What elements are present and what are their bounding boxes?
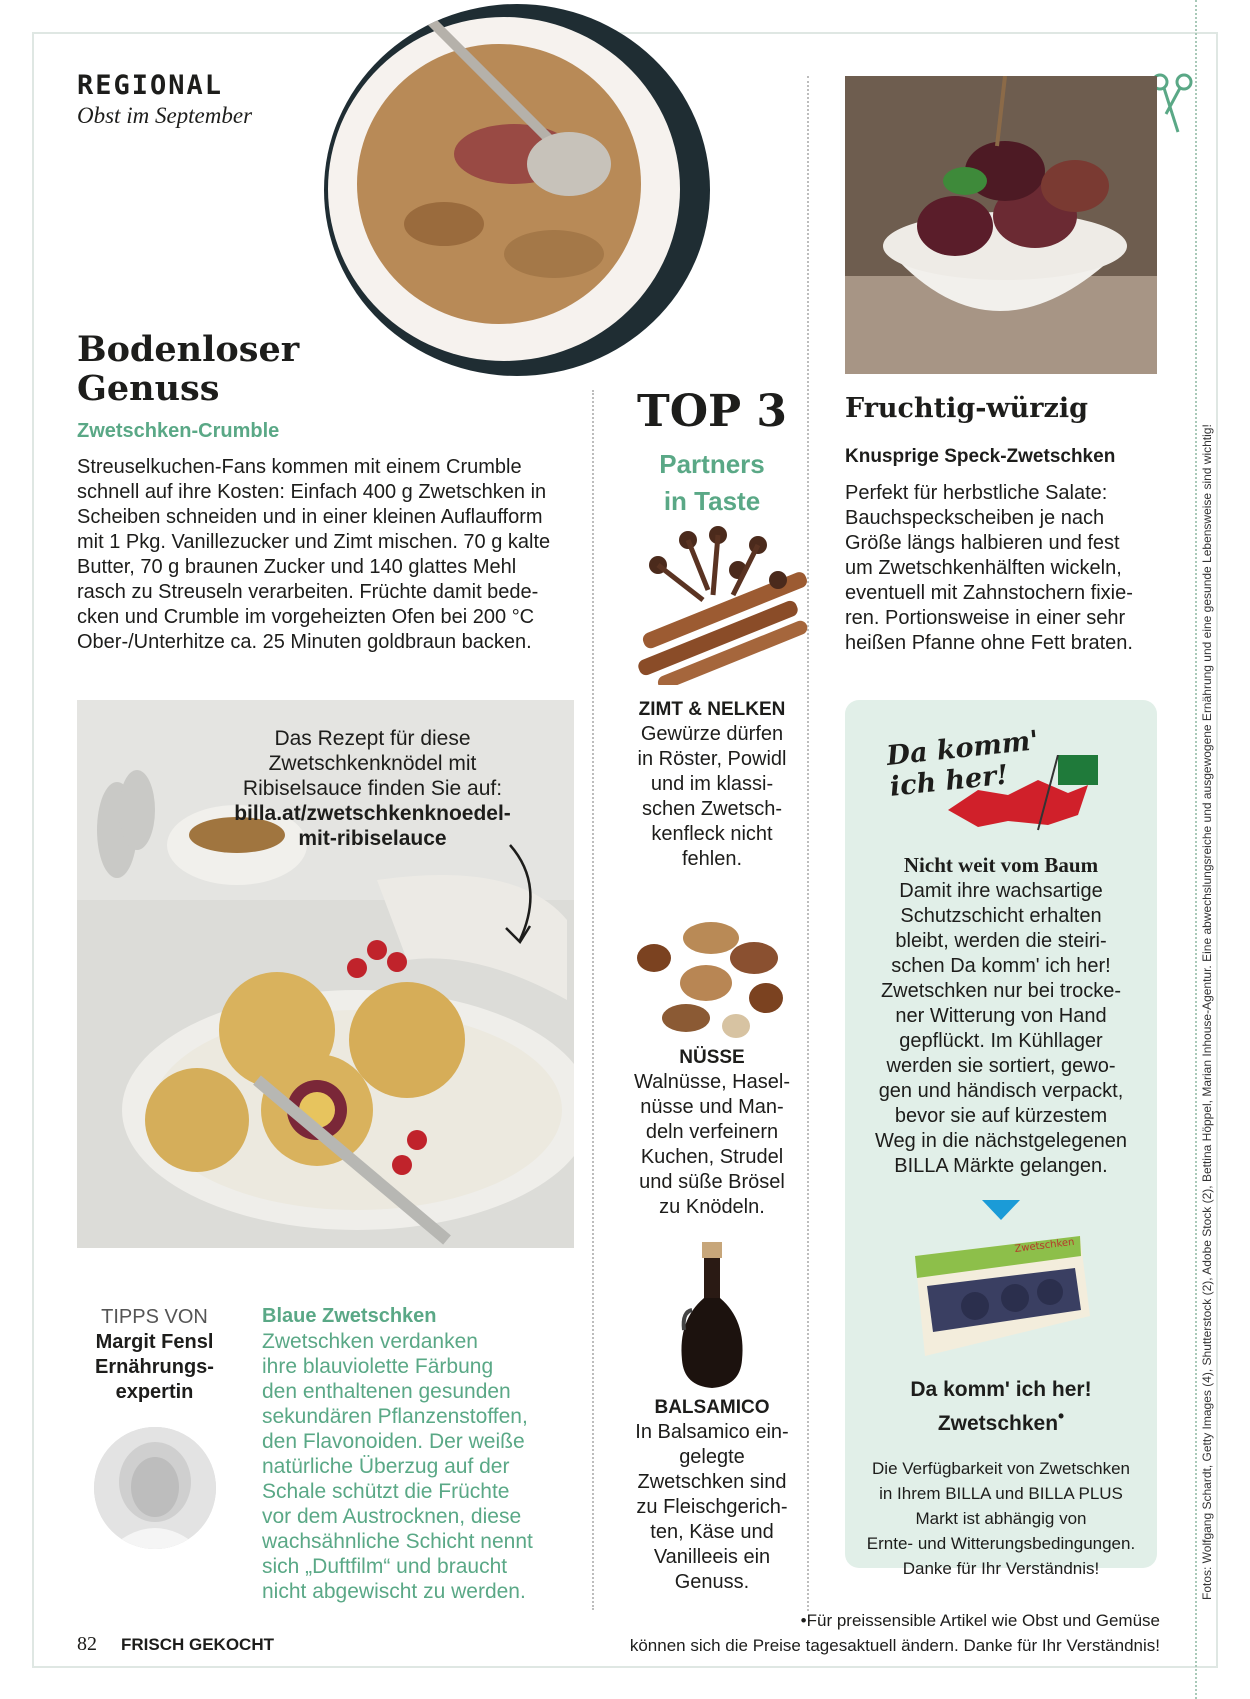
text-line: Kuchen, Strudel <box>640 1146 784 1168</box>
text-line: und süße Brösel <box>639 1171 785 1193</box>
text-line: schen Da komm' ich her! <box>891 955 1111 977</box>
text-line: Zwetschken nur bei trocke- <box>880 980 1122 1002</box>
text-line: sich „Duftfilm“ und braucht <box>262 1555 508 1578</box>
text-line: gelegte <box>679 1446 745 1468</box>
crumble-subtitle: Zwetschken-Crumble <box>77 420 280 442</box>
text-line: nicht abgewischt zu werden. <box>262 1580 526 1603</box>
box-title: Nicht weit vom Baum <box>903 853 1099 877</box>
text-line: gepflückt. Im Kühllager <box>899 1030 1103 1052</box>
byline-label: TIPPS VON <box>101 1306 208 1328</box>
item-heading: ZIMT & NELKEN <box>638 699 786 720</box>
text-line: können sich die Preise tagesaktuell ändern. Danke für Ihr Verständnis! <box>629 1636 1160 1655</box>
text-line: den enthaltenen gesunden <box>262 1380 511 1403</box>
section-subtitle: Obst im September <box>77 103 253 128</box>
text-line: cken und Crumble im vorgeheizten Ofen bei 200 °C <box>77 606 535 628</box>
text-line: sekundären Pflanzenstoffen, <box>262 1405 528 1428</box>
footnote-marker: • <box>1058 1406 1065 1426</box>
text-line: Butter, 70 g braunen Zucker und 140 glattes Mehl <box>77 556 517 578</box>
text-line: Weg in die nächstgelegenen <box>874 1130 1128 1152</box>
text-line: fehlen. <box>681 848 743 870</box>
curved-arrow-icon <box>500 840 545 950</box>
expert-byline <box>82 1305 227 1405</box>
text-line: Bauchspeckscheiben je nach <box>845 507 1105 529</box>
text-line: Damit ihre wachsartige <box>899 880 1103 902</box>
da-komm-logo <box>878 725 1128 835</box>
text-line: bevor sie auf kürzestem <box>894 1105 1108 1127</box>
product-name: Zwetschken <box>937 1412 1059 1435</box>
speck-title: Fruchtig-würzig <box>845 393 1088 424</box>
logo-line: ich her! <box>888 759 1010 803</box>
text-line: Zwetschken sind <box>637 1471 787 1493</box>
crumble-photo <box>324 4 710 376</box>
item-heading: NÜSSE <box>679 1047 745 1068</box>
photo-credits: Fotos: Wolfgang Schardt, Getty Images (4), Shutterstock (2), Adobe Stock (2), Bettina Höppel, Marian Inhouse-Agentur. Eine abwechslungsreiche und ausgewogene Ernährung und eine gesunde Lebensweise sind wichtig! <box>1200 424 1214 1600</box>
text-line: Danke für Ihr Verständnis! <box>902 1559 1100 1578</box>
text-line: Vanilleeis ein <box>653 1546 771 1568</box>
text-line: Gewürze dürfen <box>640 723 784 745</box>
text-line: rasch zu Streuseln verarbeiten. Früchte damit bede- <box>77 581 539 603</box>
nuts-image <box>626 918 796 1038</box>
text-line: Walnüsse, Hasel- <box>634 1071 790 1093</box>
spice-item <box>616 697 808 872</box>
text-line: bleibt, werden die steiri- <box>895 930 1107 952</box>
item-heading: BALSAMICO <box>654 1397 770 1418</box>
text-line: Ernte- und Witterungsbedingungen. <box>866 1534 1136 1553</box>
speck-text <box>845 481 1165 656</box>
subtitle-line: in Taste <box>663 486 761 516</box>
text-line: In Balsamico ein- <box>635 1421 789 1443</box>
text-line: Scheiben schneiden und in einer kleinen Auflaufform <box>77 506 543 528</box>
caption-line: Zwetschkenknödel mit <box>268 752 477 775</box>
text-line: und im klassi- <box>650 773 774 795</box>
caption-line: Ribiselsauce finden Sie auf: <box>242 777 503 800</box>
text-line: zu Fleischgerich- <box>636 1496 788 1518</box>
product-line: Da komm' ich her! <box>910 1378 1092 1401</box>
column-separator <box>592 390 594 1610</box>
text-line: Markt ist abhängig von <box>915 1509 1087 1528</box>
nuts-item <box>616 1045 808 1220</box>
title-line: Bodenloser <box>77 329 300 370</box>
link-line: billa.at/zwetschkenknoedel- <box>234 802 511 825</box>
text-line: in Ihrem BILLA und BILLA PLUS <box>879 1484 1123 1503</box>
expert-name: Margit Fensl <box>95 1331 214 1353</box>
text-line: Streuselkuchen-Fans kommen mit einem Crumble <box>77 456 522 478</box>
cut-line <box>1195 0 1197 1699</box>
text-line: BILLA Märkte gelangen. <box>894 1155 1108 1177</box>
text-line: •Für preissensible Artikel wie Obst und Gemüse <box>800 1611 1160 1630</box>
text-line: deln verfeinern <box>645 1121 779 1143</box>
text-line: in Röster, Powidl <box>637 748 787 770</box>
triangle-down-icon <box>982 1200 1020 1220</box>
text-line: ten, Käse und <box>650 1521 774 1543</box>
availability-note <box>860 1456 1142 1581</box>
text-line: Schutzschicht erhalten <box>900 905 1102 927</box>
title-line: Genuss <box>77 368 220 409</box>
section-label: REGIONAL <box>77 70 224 101</box>
text-line: natürliche Überzug auf der <box>262 1455 510 1478</box>
text-line: Genuss. <box>674 1571 750 1593</box>
text-line: Ober-/Unterhitze ca. 25 Minuten goldbraun backen. <box>77 631 532 653</box>
text-line: um Zwetschkenhälften wickeln, <box>845 557 1122 579</box>
price-footnote <box>540 1608 1160 1658</box>
link-line: mit-ribiselauce <box>298 827 447 850</box>
text-line: den Flavonoiden. Der weiße <box>262 1430 525 1453</box>
crumble-text <box>77 455 557 655</box>
top3-subtitle <box>632 446 792 520</box>
text-line: ren. Portionsweise in einer sehr <box>845 607 1126 629</box>
plum-package-image <box>905 1226 1095 1361</box>
subtitle-line: Partners <box>659 449 765 479</box>
text-line: eventuell mit Zahnstochern fixie- <box>845 582 1133 604</box>
cinnamon-cloves-image <box>618 520 810 685</box>
text-line: ner Witterung von Hand <box>895 1005 1107 1027</box>
top3-title: TOP 3 <box>636 386 788 437</box>
balsamico-bottle-image <box>674 1240 750 1390</box>
text-line: ihre blauviolette Färbung <box>262 1355 494 1378</box>
product-title <box>845 1377 1157 1437</box>
balsamico-item <box>616 1395 808 1595</box>
caption-line: Das Rezept für diese <box>274 727 471 750</box>
text-line: Schale schützt die Früchte <box>262 1480 510 1503</box>
product-line <box>845 1403 1157 1437</box>
expert-role: expertin <box>115 1381 194 1403</box>
avatar <box>94 1427 216 1549</box>
text-line: Größe längs halbieren und fest <box>845 532 1120 554</box>
text-line: nüsse und Man- <box>640 1096 784 1118</box>
recipe-caption <box>200 726 545 851</box>
speck-photo <box>845 76 1157 374</box>
text-line: gen und händisch verpackt, <box>878 1080 1124 1102</box>
recipe-link[interactable] <box>200 801 545 851</box>
crumble-title <box>77 330 299 408</box>
expert-role: Ernährungs- <box>95 1356 214 1378</box>
text-line: kenfleck nicht <box>651 823 773 845</box>
text-line: Perfekt für herbstliche Salate: <box>845 482 1108 504</box>
tip-text <box>262 1329 582 1604</box>
text-line: werden sie sortiert, gewo- <box>886 1055 1116 1077</box>
speck-subtitle: Knusprige Speck-Zwetschken <box>845 446 1116 467</box>
package-label: Zwetschken <box>1014 1236 1075 1255</box>
magazine-name: FRISCH GEKOCHT <box>121 1635 274 1654</box>
text-line: heißen Pfanne ohne Fett braten. <box>845 632 1133 654</box>
tip-title: Blaue Zwetschken <box>262 1305 437 1327</box>
text-line: vor dem Austrocknen, diese <box>262 1505 522 1528</box>
text-line: Die Verfügbarkeit von Zwetschken <box>872 1459 1130 1478</box>
text-line: mit 1 Pkg. Vanillezucker und Zimt mischen. 70 g kalte <box>77 531 551 553</box>
logo-line: Da komm' <box>885 725 1041 772</box>
text-line: schen Zwetsch- <box>641 798 783 820</box>
page-number: 82 <box>77 1633 97 1655</box>
text-line: zu Knödeln. <box>659 1196 765 1218</box>
box-text <box>860 879 1142 1179</box>
text-line: Zwetschken verdanken <box>262 1330 478 1353</box>
text-line: schnell auf ihre Kosten: Einfach 400 g Zwetschken in <box>77 481 547 503</box>
text-line: wachsähnliche Schicht nennt <box>262 1530 533 1553</box>
